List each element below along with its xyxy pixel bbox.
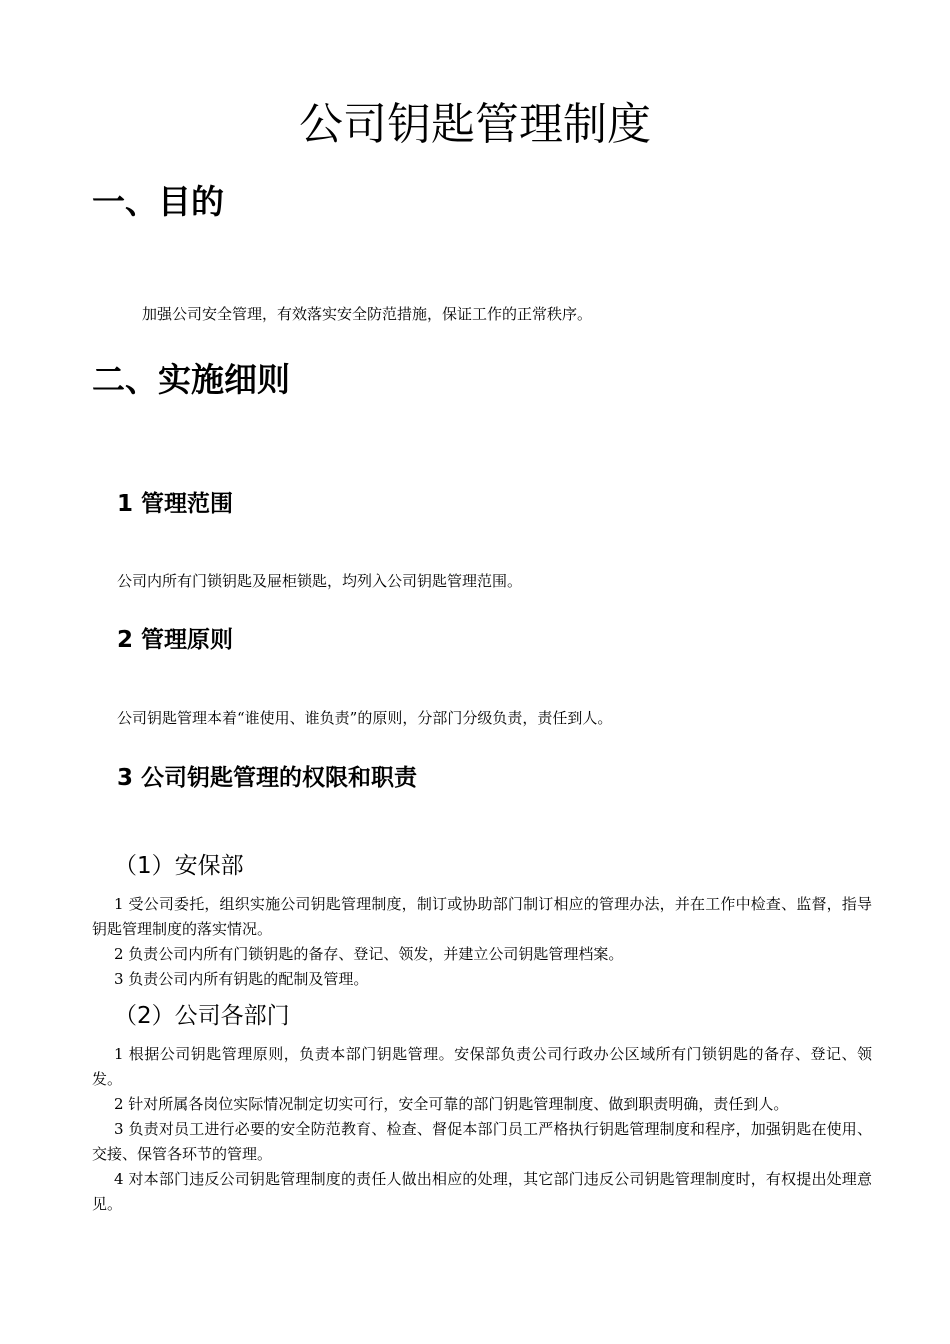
- principle-body: 公司钥匙管理本着“谁使用、谁负责”的原则，分部门分级负责，责任到人。: [117, 709, 613, 727]
- department-duties: [92, 1042, 872, 1217]
- department-duty-item: 1 根据公司钥匙管理原则，负责本部门钥匙管理。安保部负责公司行政办公区域所有门锁钥匙的备存、登记、领发。: [92, 1045, 872, 1088]
- purpose-body: 加强公司安全管理，有效落实安全防范措施，保证工作的正常秩序。: [142, 305, 593, 323]
- subsection-heading-authority: 3 公司钥匙管理的权限和职责: [117, 765, 418, 791]
- security-duties: [92, 892, 872, 992]
- department-duty-item: 2 针对所属各岗位实际情况制定切实可行，安全可靠的部门钥匙管理制度、做到职责明确，责任到人。: [114, 1095, 789, 1113]
- security-duty-item: 2 负责公司内所有门锁钥匙的备存、登记、领发，并建立公司钥匙管理档案。: [114, 945, 624, 963]
- security-duty-item: 1 受公司委托，组织实施公司钥匙管理制度，制订或协助部门制订相应的管理办法，并在工作中检查、监督，指导钥匙管理制度的落实情况。: [92, 895, 872, 938]
- security-duty-item: 3 负责公司内所有钥匙的配制及管理。: [114, 970, 369, 988]
- department-duty-item: 4 对本部门违反公司钥匙管理制度的责任人做出相应的处理，其它部门违反公司钥匙管理制度时，有权提出处理意见。: [92, 1170, 872, 1213]
- document-title: 公司钥匙管理制度: [299, 99, 651, 150]
- section-heading-purpose: 一、目的: [92, 182, 224, 221]
- authority-heading-security: （1）安保部: [114, 853, 244, 879]
- department-duty-item: 3 负责对员工进行必要的安全防范教育、检查、督促本部门员工严格执行钥匙管理制度和程序，加强钥匙在使用、交接、保管各环节的管理。: [92, 1120, 872, 1163]
- authority-heading-departments: （2）公司各部门: [114, 1003, 290, 1029]
- subsection-heading-principle: 2 管理原则: [117, 627, 234, 653]
- section-heading-implementation: 二、实施细则: [92, 360, 290, 399]
- subsection-heading-scope: 1 管理范围: [117, 491, 234, 517]
- scope-body: 公司内所有门锁钥匙及屉柜锁匙，均列入公司钥匙管理范围。: [117, 572, 523, 590]
